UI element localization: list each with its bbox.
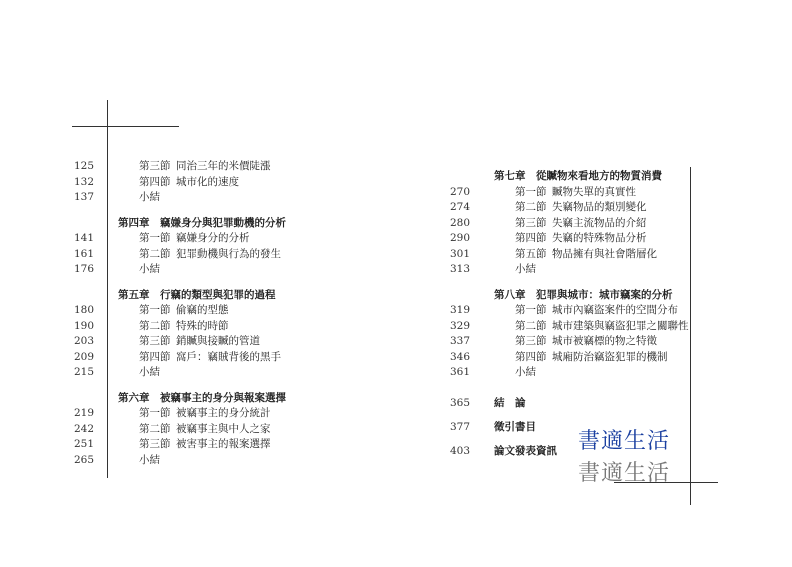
page-number: 176 — [74, 263, 95, 275]
toc-chapter-row — [450, 169, 690, 185]
toc-section-row — [74, 262, 314, 278]
page-number: 161 — [74, 247, 95, 260]
toc-gap — [74, 206, 314, 216]
toc-chapter-row — [74, 391, 314, 407]
page-number: 319 — [450, 304, 471, 316]
toc-section-row — [450, 319, 690, 335]
toc-section-row — [450, 231, 690, 247]
section-number: 第三節 — [139, 438, 171, 450]
section-number: 第一節 — [515, 304, 547, 316]
section-number: 小結 — [139, 263, 160, 275]
section-number: 小結 — [515, 263, 536, 275]
toc-section-row — [74, 190, 314, 206]
toc-back-row — [450, 396, 690, 420]
toc-section-row — [74, 422, 314, 438]
toc-section-row — [450, 216, 690, 232]
section-title: 城市被竊標的物之特徵 — [552, 335, 657, 347]
back-title: 結 論 — [494, 397, 526, 409]
toc-section-row — [74, 303, 314, 319]
section-number: 第一節 — [139, 407, 171, 419]
page-number: 190 — [74, 319, 95, 332]
toc-gap — [450, 278, 690, 288]
watermark-bottom: 書適生活 — [578, 461, 671, 486]
section-number: 小結 — [139, 453, 160, 466]
page-number: 365 — [450, 397, 471, 409]
section-number: 第一節 — [515, 185, 547, 198]
page-number: 346 — [450, 350, 471, 363]
page-number: 203 — [74, 335, 95, 347]
section-number: 第二節 — [515, 201, 547, 213]
toc-gap — [74, 278, 314, 288]
section-number: 第二節 — [139, 319, 171, 332]
section-number: 第三節 — [515, 335, 547, 347]
page-number: 141 — [74, 232, 95, 244]
page-number: 137 — [74, 191, 95, 203]
section-title: 城市內竊盜案件的空間分布 — [552, 304, 678, 316]
page-number: 280 — [450, 216, 471, 229]
section-title: 城廂防治竊盜犯罪的機制 — [552, 350, 668, 363]
chapter-title: 第四章 竊嫌身分與犯罪動機的分析 — [118, 216, 286, 229]
section-number: 第三節 — [515, 216, 547, 229]
toc-section-row — [450, 247, 690, 263]
section-title: 城市建築與竊盜犯罪之關聯性 — [552, 319, 689, 332]
toc-section-row — [74, 175, 314, 191]
section-number: 第二節 — [139, 247, 171, 260]
crop-mark-vertical-right — [690, 167, 691, 505]
toc-chapter-row — [450, 288, 690, 304]
page-number: 361 — [450, 366, 471, 378]
page-number: 313 — [450, 263, 471, 275]
chapter-title: 第六章 被竊事主的身分與報案選擇 — [118, 391, 286, 404]
toc-gap — [74, 381, 314, 391]
page-number: 125 — [74, 160, 95, 172]
page-number: 219 — [74, 407, 95, 419]
page-number: 274 — [450, 201, 471, 213]
back-title: 徵引書目 — [494, 421, 536, 433]
chapter-title: 第七章 從贓物來看地方的物質消費 — [494, 170, 662, 182]
section-title: 城市化的速度 — [176, 175, 239, 188]
page-number: 377 — [450, 421, 471, 433]
toc-left-column — [74, 159, 314, 468]
toc-section-row — [74, 334, 314, 350]
watermark-top: 書適生活 — [578, 429, 671, 454]
toc-section-row — [74, 231, 314, 247]
section-number: 第二節 — [139, 422, 171, 435]
section-title: 失竊的特殊物品分析 — [552, 232, 647, 244]
section-number: 小結 — [139, 366, 160, 378]
section-number: 小結 — [139, 191, 160, 203]
toc-section-row — [450, 334, 690, 350]
page-number: 265 — [74, 453, 95, 466]
section-title: 同治三年的米價陡漲 — [176, 160, 271, 172]
page-number: 403 — [450, 445, 471, 457]
toc-section-row — [74, 350, 314, 366]
toc-section-row — [74, 453, 314, 469]
toc-section-row — [450, 200, 690, 216]
section-number: 第一節 — [139, 304, 171, 316]
toc-section-row — [74, 319, 314, 335]
section-title: 贓物失單的真實性 — [552, 185, 636, 198]
toc-section-row — [450, 303, 690, 319]
section-title: 特殊的時節 — [176, 319, 229, 332]
page-number: 251 — [74, 438, 95, 450]
page-number: 290 — [450, 232, 471, 244]
section-title: 失竊主流物品的介紹 — [552, 216, 647, 229]
page-number: 132 — [74, 175, 95, 188]
section-title: 犯罪動機與行為的發生 — [176, 247, 281, 260]
section-number: 第一節 — [139, 232, 171, 244]
section-title: 偷竊的型態 — [176, 304, 229, 316]
toc-section-row — [74, 159, 314, 175]
toc-section-row — [450, 185, 690, 201]
section-number: 第二節 — [515, 319, 547, 332]
toc-chapter-row — [74, 288, 314, 304]
section-number: 第三節 — [139, 335, 171, 347]
page-number: 329 — [450, 319, 471, 332]
section-title: 物品擁有與社會階層化 — [552, 247, 657, 260]
section-title: 竊嫌身分的分析 — [176, 232, 250, 244]
section-title: 被竊事主與中人之家 — [176, 422, 271, 435]
section-title: 窩戶：竊賊背後的黑手 — [176, 350, 281, 363]
section-number: 第五節 — [515, 247, 547, 260]
crop-mark-horizontal-left — [72, 126, 179, 127]
toc-section-row — [74, 365, 314, 381]
toc-section-row — [450, 350, 690, 366]
section-number: 第四節 — [515, 350, 547, 363]
back-title: 論文發表資訊 — [494, 445, 557, 457]
page-number: 242 — [74, 422, 95, 435]
page-number: 215 — [74, 366, 95, 378]
chapter-title: 第五章 行竊的類型與犯罪的過程 — [118, 288, 276, 301]
page-number: 301 — [450, 247, 471, 260]
section-number: 第四節 — [139, 175, 171, 188]
section-number: 第四節 — [139, 350, 171, 363]
section-title: 失竊物品的類別變化 — [552, 201, 647, 213]
page-number: 270 — [450, 185, 471, 198]
section-number: 小結 — [515, 366, 536, 378]
page-number: 180 — [74, 304, 95, 316]
chapter-title: 第八章 犯罪與城市：城市竊案的分析 — [494, 288, 673, 301]
section-title: 被害事主的報案選擇 — [176, 438, 271, 450]
section-title: 銷贓與接贓的管道 — [176, 335, 260, 347]
section-title: 被竊事主的身分統計 — [176, 407, 271, 419]
toc-right-column — [450, 169, 690, 381]
page-number: 337 — [450, 335, 471, 347]
section-number: 第四節 — [515, 232, 547, 244]
section-number: 第三節 — [139, 160, 171, 172]
toc-section-row — [74, 247, 314, 263]
toc-section-row — [74, 437, 314, 453]
toc-section-row — [74, 406, 314, 422]
toc-section-row — [450, 262, 690, 278]
page-number: 209 — [74, 350, 95, 363]
toc-section-row — [450, 365, 690, 381]
toc-chapter-row — [74, 216, 314, 232]
